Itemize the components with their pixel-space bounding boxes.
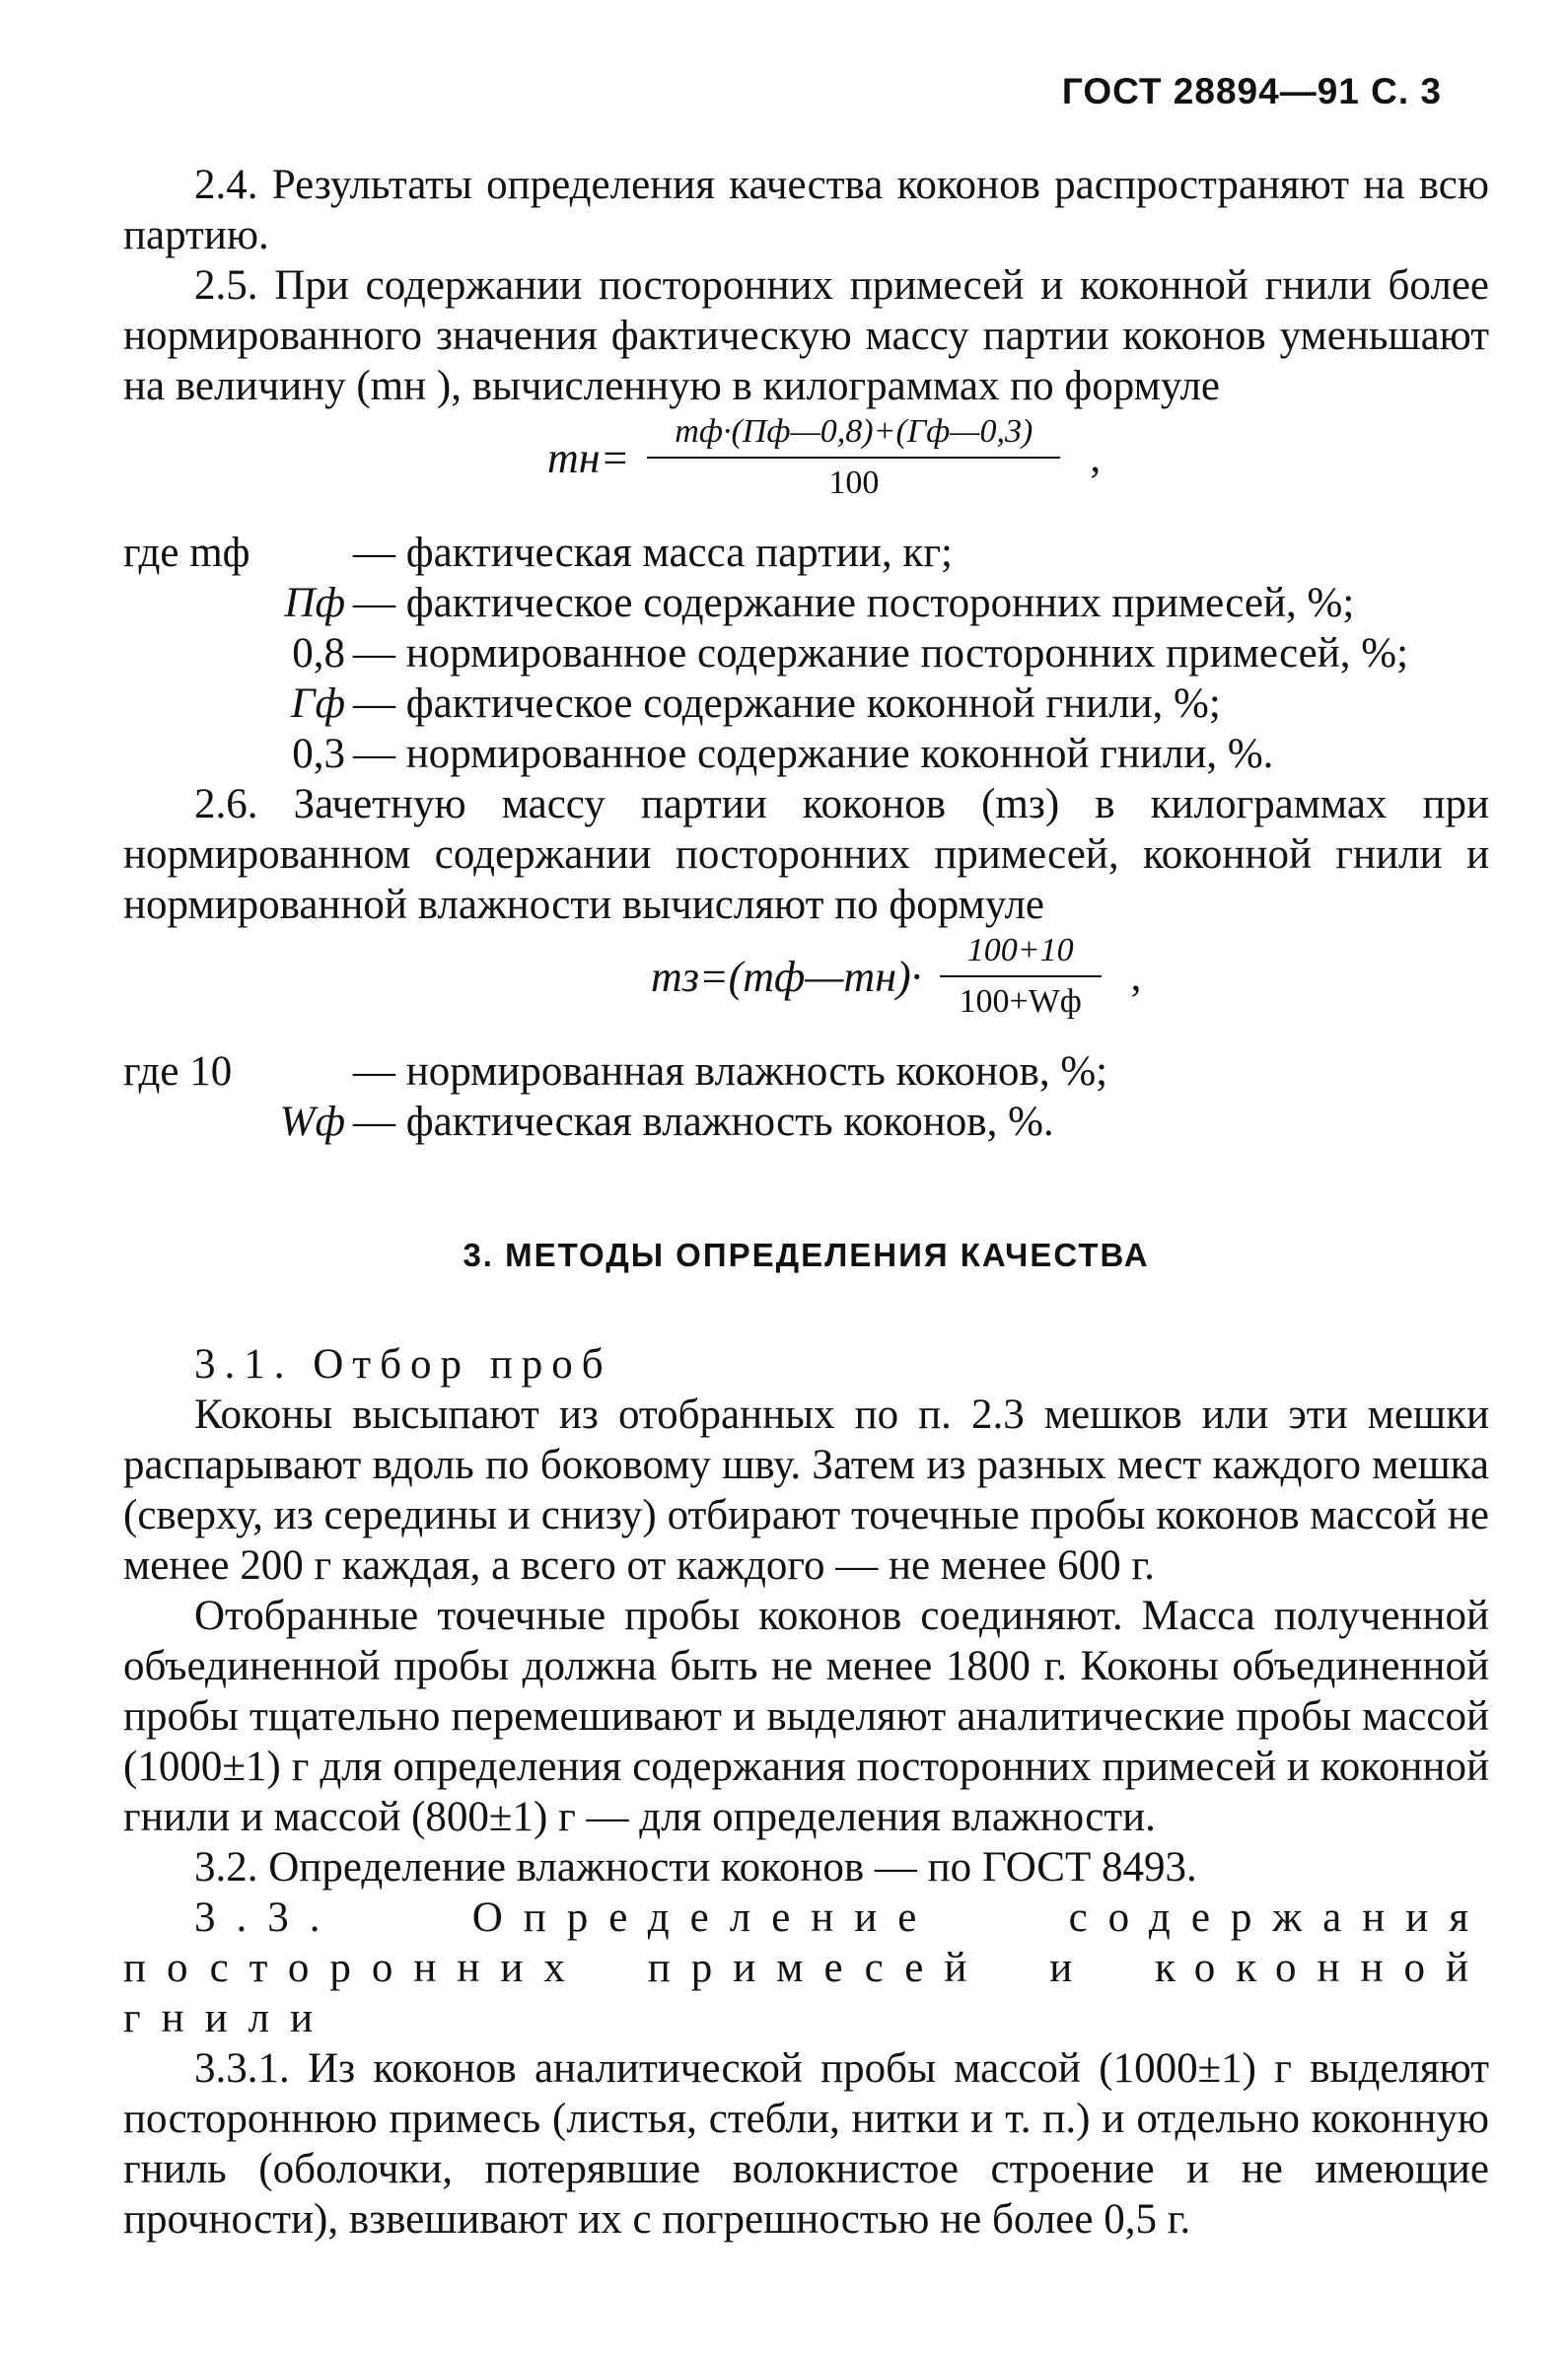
formula-mz-comma: , [1130, 953, 1142, 1000]
paragraph-2-6: 2.6. Зачетную массу партии коконов (mз) в килограммах при нормированном содержании посторонних примесей, коконной гнили и нормированной влажности вычисляют по формуле [123, 781, 1489, 928]
formula-mn-numerator: mф·(Пф—0,8)+(Гф—0,3) [647, 411, 1060, 459]
subsection-title-3-1: 3.1. Отбор проб [194, 1341, 612, 1388]
where-text: — фактическое содержание посторонних примесей, %; [353, 580, 1355, 626]
where-text: — фактическая влажность коконов, %. [353, 1099, 1054, 1145]
formula-mn-denominator: 100 [828, 464, 880, 501]
where-text: — фактическая масса партии, кг; [353, 530, 953, 576]
where-row [123, 1046, 1489, 1097]
formula-mz [123, 930, 1489, 1046]
formula-mz-lhs: mз=(mф—mн)· [651, 952, 922, 1001]
paragraph-3-1-a: Коконы высыпают из отобранных по п. 2.3 мешков или эти мешки распарывают вдоль по боковому шву. Затем из разных мест каждого мешка (сверху, из середины и снизу) отбирают точечные пробы коконов массой не менее 200 г каждая, а всего от каждого — не менее 600 г. [123, 1392, 1489, 1589]
where-symbol: Гф [291, 680, 345, 727]
page-body [123, 160, 1489, 2245]
where-row [123, 578, 1489, 628]
formula-mz-denominator: 100+Wф [959, 983, 1082, 1020]
page-header: ГОСТ 28894—91 С. 3 [1061, 71, 1442, 111]
paragraph-3-2: 3.2. Определение влажности коконов — по ГОСТ 8493. [194, 1844, 1197, 1891]
where-text: — нормированная влажность коконов, %; [353, 1048, 1108, 1095]
formula-mn-fraction [647, 411, 1060, 504]
where-text: — нормированное содержание посторонних примесей, %; [353, 630, 1409, 677]
where-row [123, 678, 1489, 729]
where-text: — фактическое содержание коконной гнили, %; [353, 680, 1221, 727]
where-symbol: Пф [284, 580, 345, 626]
paragraph-3-1-b: Отобранные точечные пробы коконов соединяют. Масса полученной объединенной пробы должна быть не менее 1800 г. Коконы объединенной пробы тщательно перемешивают и выделяют аналитические пробы массой (1000±1) г для определения содержания посторонних примесей и коконной гнили и массой (800±1) г — для определения влажности. [123, 1593, 1489, 1840]
paragraph-3-3-1: 3.3.1. Из коконов аналитической пробы массой (1000±1) г выделяют постороннюю примесь (листья, стебли, нитки и т. п.) и отдельно коконную гниль (оболочки, потерявшие волокнистое строение и не имеющие прочности), взвешивают их с погрешностью не более 0,5 г. [123, 2045, 1489, 2243]
where-text: — нормированное содержание коконной гнили, %. [353, 731, 1274, 777]
where-symbol: 0,8 [292, 630, 345, 677]
where-symbol: где mф [123, 530, 250, 576]
where-row [123, 628, 1489, 678]
where-row [123, 528, 1489, 578]
paragraph-2-5: 2.5. При содержании посторонних примесей и коконной гнили более нормированного значения фактическую массу партии коконов уменьшают на величину (mн ), вычисленную в килограммах по формуле [123, 262, 1489, 409]
section-heading: 3. МЕТОДЫ ОПРЕДЕЛЕНИЯ КАЧЕСТВА [463, 1237, 1150, 1273]
formula-mn-comma: , [1090, 434, 1102, 481]
formula-mn-lhs: mн= [547, 433, 630, 482]
paragraph-2-4: 2.4. Результаты определения качества коконов распространяют на всю партию. [123, 162, 1489, 258]
where-symbol: Wф [279, 1099, 345, 1145]
subsection-title-3-3: 3.3. Определение содержания посторонних примесей и коконной гнили [123, 1894, 1489, 2041]
where-symbol: где 10 [123, 1048, 233, 1095]
formula-mn [123, 411, 1489, 528]
where-row [123, 729, 1489, 779]
formula-mz-fraction [940, 930, 1102, 1023]
formula-mz-numerator: 100+10 [940, 930, 1102, 977]
where-row [123, 1097, 1489, 1147]
where-symbol: 0,3 [292, 731, 345, 777]
